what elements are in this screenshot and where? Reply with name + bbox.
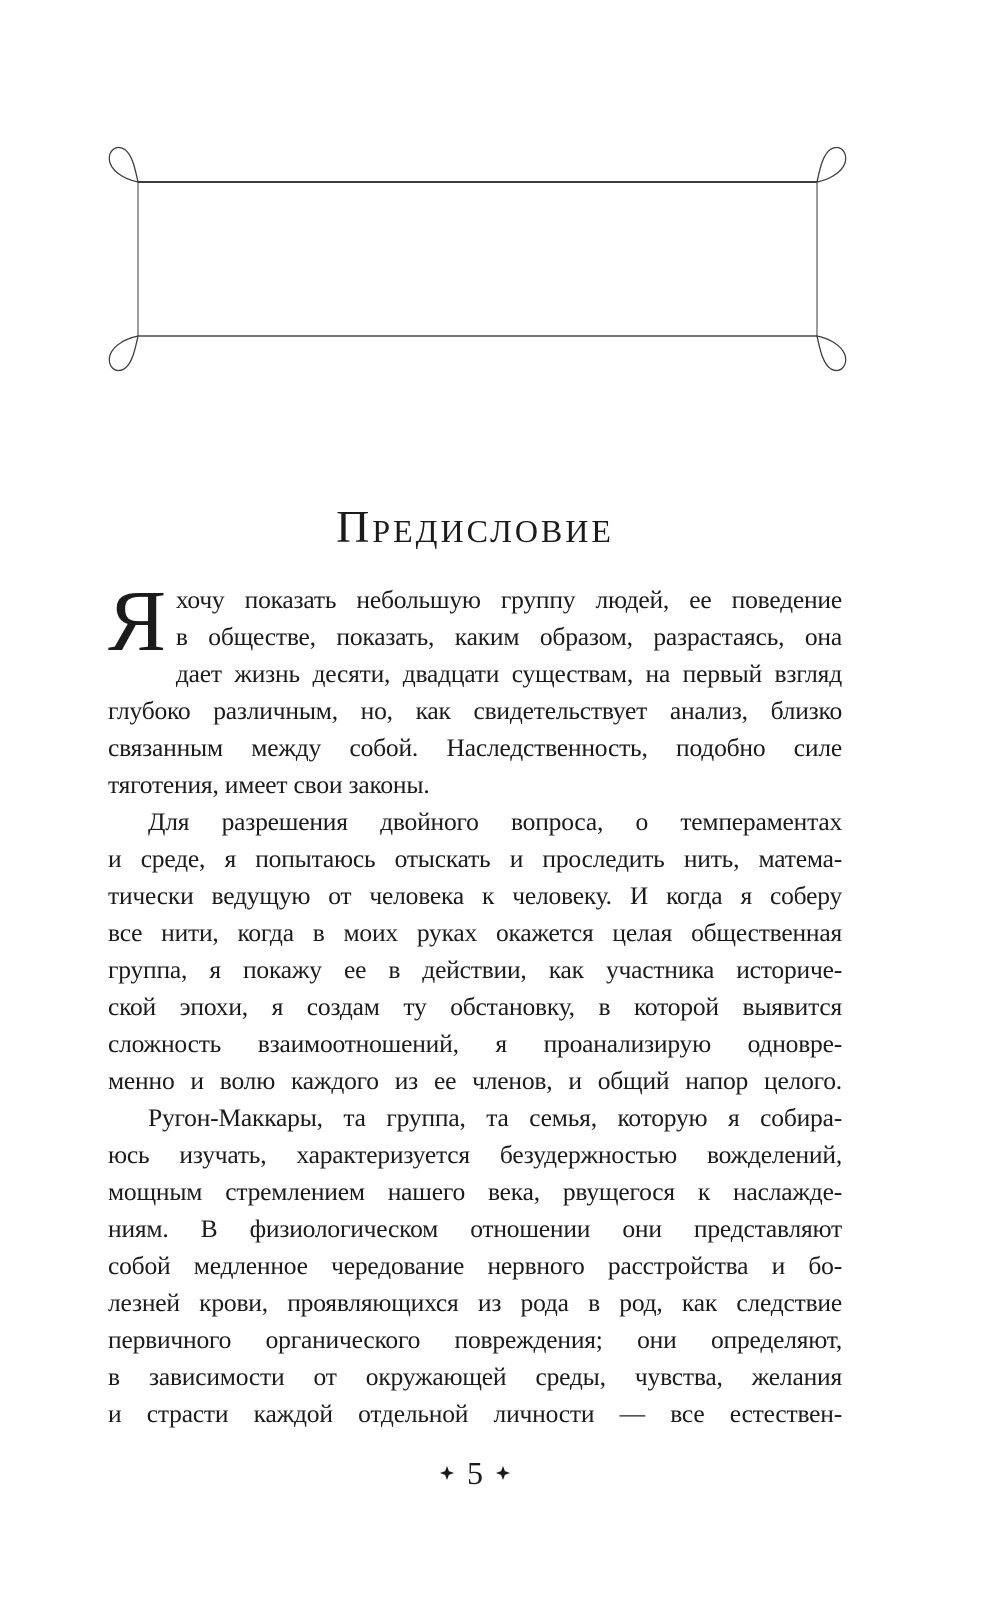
diamond-icon: [440, 1466, 454, 1480]
text-line: дает жизнь десяти, двадцати существам, на первый взгляд: [175, 659, 842, 688]
page-title: Предисловие: [336, 501, 614, 552]
text-line: связанным между собой. Наследственность, подобно силе: [108, 733, 842, 762]
drop-cap: Я: [108, 572, 166, 669]
text-line: лезней крови, проявляющихся из рода в род, как следствие: [108, 1288, 842, 1317]
text-line: юсь изучать, характеризуется безудержностью вожделений,: [108, 1140, 842, 1169]
text-line: и среде, я попытаюсь отыскать и проследить нить, матема-: [108, 844, 842, 873]
text-line: все нити, когда в моих руках окажется целая общественная: [108, 918, 842, 947]
text-line: сложность взаимоотношений, я проанализирую одновре-: [108, 1029, 842, 1058]
text-line: первичного органического повреждения; они определяют,: [108, 1325, 842, 1354]
text-line: в зависимости от окружающей среды, чувства, желания: [108, 1362, 842, 1391]
page-footer: [108, 1456, 842, 1490]
text-line: в обществе, показать, каким образом, разрастаясь, она: [175, 622, 842, 651]
corner-loop-top-left: [109, 147, 138, 182]
page-number: 5: [467, 1455, 483, 1491]
body-text: [108, 572, 842, 1432]
text-line: тически ведущую от человека к человеку. И когда я соберу: [108, 881, 842, 910]
text-line: мощным стремлением нашего века, рвущегося к наслажде-: [108, 1177, 842, 1206]
text-line: ской эпохи, я создам ту обстановку, в которой выявится: [108, 992, 842, 1021]
corner-loop-top-right: [817, 147, 846, 182]
text-line: Для разрешения двойного вопроса, о темпераментах: [148, 807, 842, 836]
text-line: хочу показать небольшую группу людей, ее поведение: [175, 585, 842, 614]
text-line: группа, я покажу ее в действии, как участника историче-: [108, 955, 842, 984]
diamond-icon: [496, 1466, 510, 1480]
text-line: ниям. В физиологическом отношении они представляют: [108, 1214, 842, 1243]
corner-loop-bottom-left: [109, 336, 138, 371]
text-line: тяготения, имеет свои законы.: [108, 770, 430, 799]
text-line: и страсти каждой отдельной личности — все естествен-: [108, 1399, 842, 1428]
corner-loop-bottom-right: [817, 336, 846, 371]
text-line: собой медленное чередование нервного расстройства и бо-: [108, 1251, 842, 1280]
text-line: глубоко различным, но, как свидетельствует анализ, близко: [108, 696, 842, 725]
text-line: Ругон-Маккары, та группа, та семья, которую я собира-: [148, 1103, 842, 1132]
text-line: менно и волю каждого из ее членов, и общий напор целого.: [108, 1066, 842, 1095]
corner-flourish-frame: [0, 0, 1000, 400]
